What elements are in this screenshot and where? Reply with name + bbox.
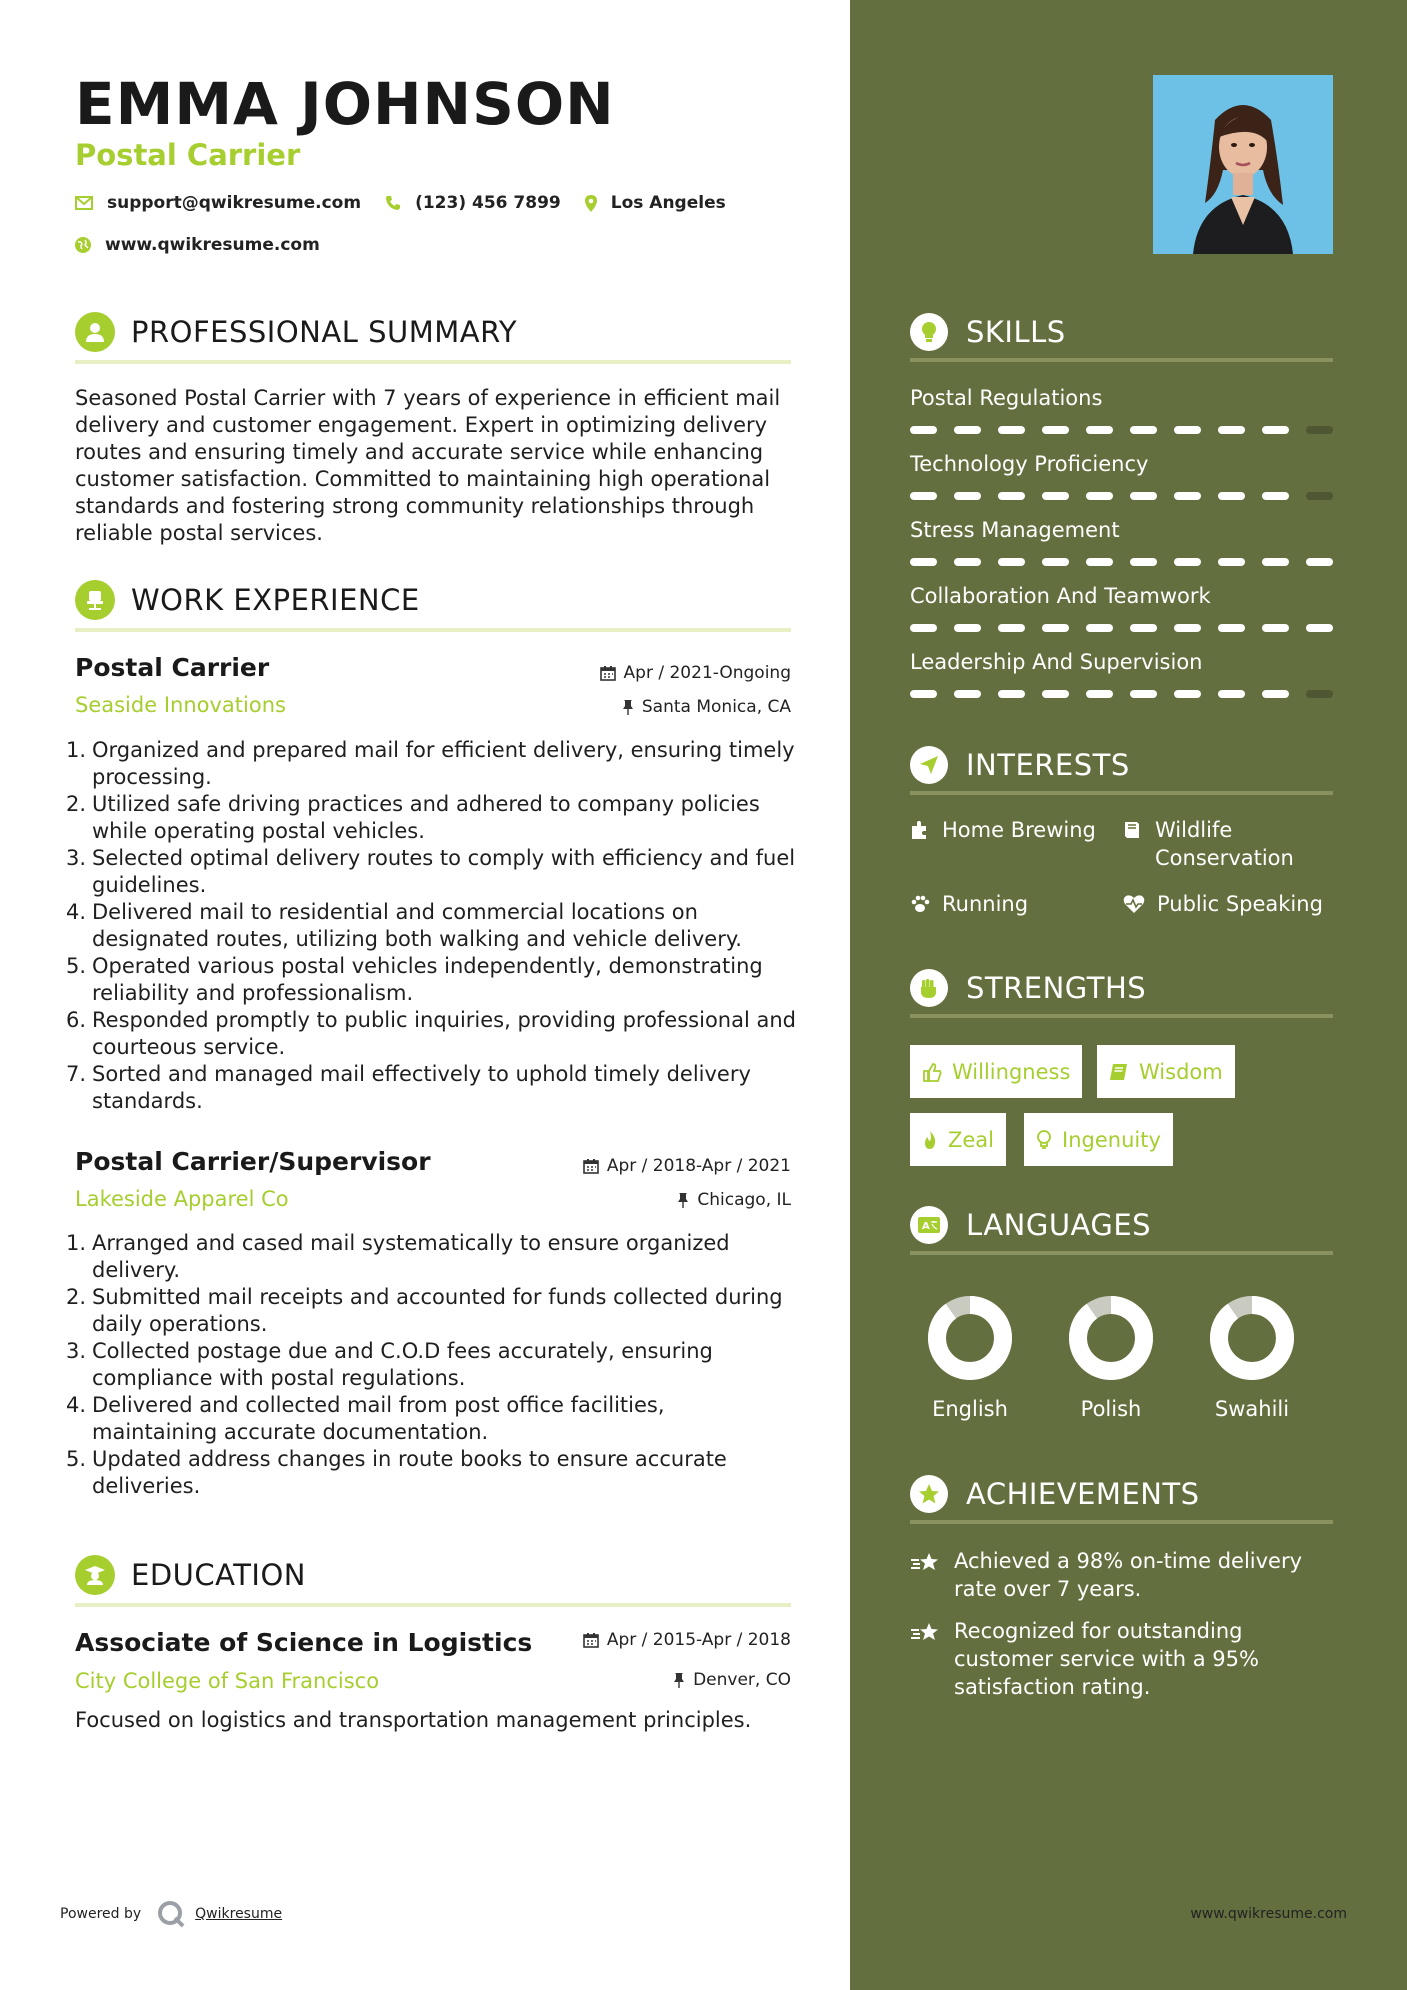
skill-segment — [998, 426, 1025, 434]
svg-text:A: A — [922, 1221, 930, 1232]
heartbeat-icon — [1123, 894, 1145, 914]
job-company: Seaside Innovations — [75, 693, 286, 717]
duty-number: 2. — [66, 792, 87, 816]
email-text: support@qwikresume.com — [107, 193, 362, 213]
language-donut — [1197, 1293, 1307, 1383]
candidate-name: EMMA JOHNSON — [75, 70, 615, 138]
skill-segment — [1218, 558, 1245, 566]
skill-segment — [1086, 690, 1113, 698]
duty-item — [66, 1230, 796, 1284]
qwikresume-link[interactable]: Qwikresume — [195, 1906, 283, 1922]
duty-number: 7. — [66, 1062, 87, 1086]
duty-number: 3. — [66, 1339, 87, 1363]
skill-segment — [1218, 624, 1245, 632]
summary-text: Seasoned Postal Carrier with 7 years of experience in efficient mail delivery and customer engagement. Expert in optimizing delivery routes and ensuring timely and accurate service while enhancing customer satisfaction. Committed to maintaining high operational standards and fostering strong community relationships through reliable postal services. — [75, 386, 781, 545]
language-label: English — [932, 1397, 1008, 1421]
duty-number: 6. — [66, 1008, 87, 1032]
contact-row — [75, 193, 750, 213]
skill-segment — [1042, 690, 1069, 698]
pushpin-icon — [673, 1672, 685, 1688]
duty-text: Submitted mail receipts and accounted for funds collected during daily operations. — [92, 1285, 783, 1336]
paw-icon — [910, 894, 930, 914]
interest-label: Public Speaking — [1157, 892, 1323, 916]
duty-item — [66, 845, 796, 899]
envelope-icon — [75, 196, 93, 210]
powered-by-text: Powered by — [60, 1906, 142, 1922]
achievements-heading — [910, 1474, 1333, 1524]
paper-plane-icon — [910, 746, 948, 784]
strength-badge — [910, 1113, 1006, 1166]
skills-title: SKILLS — [966, 315, 1066, 349]
interests-title: INTERESTS — [966, 748, 1130, 782]
skill-level-bar — [910, 558, 1333, 566]
experience-heading — [75, 580, 791, 632]
duty-text: Responded promptly to public inquiries, providing professional and courteous service. — [92, 1008, 796, 1059]
skill-segment — [1306, 426, 1333, 434]
skill-name: Postal Regulations — [910, 386, 1103, 410]
education-location-text: Denver, CO — [693, 1670, 791, 1690]
skill-segment — [1174, 492, 1201, 500]
duty-text: Delivered mail to residential and commercial locations on designated routes, utilizing both walking and vehicle delivery. — [92, 900, 742, 951]
duty-number: 1. — [66, 1231, 87, 1255]
skill-name: Leadership And Supervision — [910, 650, 1203, 674]
education-dates — [583, 1630, 791, 1650]
skill-segment — [1174, 426, 1201, 434]
interests-heading — [910, 745, 1333, 795]
skill-segment — [1218, 426, 1245, 434]
office-chair-icon — [75, 580, 115, 620]
contact-website[interactable] — [75, 235, 320, 255]
skill-segment — [954, 558, 981, 566]
duty-item — [66, 1284, 796, 1338]
achievement-text: Recognized for outstanding customer service with a 95% satisfaction rating. — [954, 1619, 1259, 1699]
phone-text: (123) 456 7899 — [415, 193, 561, 213]
language-donut — [915, 1293, 1025, 1383]
job-dates — [600, 663, 791, 683]
fist-icon — [910, 969, 948, 1007]
duty-text: Sorted and managed mail effectively to uphold timely delivery standards. — [92, 1062, 751, 1113]
language-donut — [1056, 1293, 1166, 1383]
skill-segment — [1086, 426, 1113, 434]
footer-site: www.qwikresume.com — [1190, 1906, 1347, 1922]
skill-level-bar — [910, 690, 1333, 698]
education-dates-text: Apr / 2015-Apr / 2018 — [606, 1630, 791, 1650]
language-label: Swahili — [1214, 1397, 1290, 1421]
globe-icon — [75, 237, 91, 253]
donut-fill — [1219, 1305, 1285, 1371]
interest-label: Running — [942, 892, 1029, 916]
skill-level-bar — [910, 624, 1333, 632]
skill-segment — [1262, 492, 1289, 500]
shooting-star-icon — [910, 1551, 940, 1575]
strengths-title: STRENGTHS — [966, 971, 1147, 1005]
strength-badge — [910, 1045, 1082, 1098]
duty-item — [66, 791, 796, 845]
job-title: Postal Carrier — [75, 653, 270, 682]
interest-item — [910, 890, 1028, 918]
strength-badge — [1097, 1045, 1235, 1098]
skill-level-bar — [910, 426, 1333, 434]
duty-item — [66, 1061, 796, 1115]
skill-segment — [1262, 426, 1289, 434]
strength-label: Willingness — [952, 1059, 1071, 1084]
job-location — [622, 697, 791, 717]
skill-segment — [954, 690, 981, 698]
thumbs-up-icon — [922, 1062, 942, 1082]
puzzle-icon — [910, 820, 930, 840]
candidate-title: Postal Carrier — [75, 138, 301, 172]
skill-segment — [1042, 624, 1069, 632]
lightbulb-icon — [1036, 1130, 1052, 1150]
skill-segment — [1306, 492, 1333, 500]
job-company: Lakeside Apparel Co — [75, 1187, 289, 1211]
duty-number: 4. — [66, 1393, 87, 1417]
website-text: www.qwikresume.com — [105, 235, 320, 255]
duty-item — [66, 953, 796, 1007]
duty-text: Arranged and cased mail systematically to ensure organized delivery. — [92, 1231, 730, 1282]
summary-heading — [75, 312, 791, 364]
duty-number: 1. — [66, 738, 87, 762]
strength-label: Wisdom — [1139, 1059, 1223, 1084]
education-description: Focused on logistics and transportation management principles. — [75, 1708, 752, 1732]
job-dates-text: Apr / 2018-Apr / 2021 — [606, 1156, 791, 1176]
job-location-text: Chicago, IL — [697, 1190, 791, 1210]
language-item — [1197, 1293, 1307, 1421]
school-name: City College of San Francisco — [75, 1669, 380, 1693]
job-dates-text: Apr / 2021-Ongoing — [623, 663, 791, 683]
calendar-icon — [583, 1158, 599, 1174]
achievement-text: Achieved a 98% on-time delivery rate over 7 years. — [954, 1549, 1303, 1601]
skill-segment — [1218, 492, 1245, 500]
skill-segment — [998, 558, 1025, 566]
donut-fill — [937, 1305, 1003, 1371]
skill-segment — [954, 426, 981, 434]
skill-segment — [1306, 690, 1333, 698]
duty-item — [66, 737, 796, 791]
phone-icon — [385, 195, 401, 211]
skill-segment — [1130, 624, 1157, 632]
contact-row-2 — [75, 235, 344, 255]
skill-segment — [1042, 426, 1069, 434]
skills-heading — [910, 312, 1333, 362]
skill-segment — [1130, 426, 1157, 434]
duty-text: Operated various postal vehicles independently, demonstrating reliability and professionalism. — [92, 954, 763, 1005]
skill-segment — [910, 492, 937, 500]
language-icon — [910, 1206, 948, 1244]
language-label: Polish — [1080, 1397, 1142, 1421]
job-duties-list — [66, 737, 796, 1115]
achievement-item — [910, 1547, 1333, 1603]
skill-segment — [1174, 558, 1201, 566]
calendar-icon — [583, 1632, 599, 1648]
skill-segment — [1218, 690, 1245, 698]
duty-text: Utilized safe driving practices and adhered to company policies while operating postal vehicles. — [92, 792, 760, 843]
interest-item — [1123, 816, 1323, 872]
skill-segment — [1262, 558, 1289, 566]
duty-item — [66, 1007, 796, 1061]
languages-heading — [910, 1205, 1333, 1255]
interest-label: Home Brewing — [942, 818, 1096, 842]
achievements-title: ACHIEVEMENTS — [966, 1477, 1200, 1511]
strength-label: Ingenuity — [1062, 1127, 1161, 1152]
skill-segment — [910, 558, 937, 566]
language-item — [915, 1293, 1025, 1421]
book-icon — [1123, 820, 1143, 840]
lightbulb-icon — [910, 313, 948, 351]
interest-item — [1123, 890, 1323, 918]
skill-segment — [1042, 558, 1069, 566]
skill-segment — [1262, 690, 1289, 698]
pushpin-icon — [677, 1192, 689, 1208]
strength-badge — [1024, 1113, 1173, 1166]
skill-segment — [998, 690, 1025, 698]
pushpin-icon — [622, 699, 634, 715]
duty-text: Organized and prepared mail for efficient delivery, ensuring timely processing. — [92, 738, 795, 789]
flame-icon — [922, 1130, 938, 1150]
calendar-icon — [600, 665, 616, 681]
language-item — [1056, 1293, 1166, 1421]
interest-item — [910, 816, 1096, 844]
duty-text: Updated address changes in route books to ensure accurate deliveries. — [92, 1447, 727, 1498]
experience-title: WORK EXPERIENCE — [131, 583, 420, 617]
skill-segment — [998, 492, 1025, 500]
shooting-star-icon — [910, 1621, 940, 1645]
duty-item — [66, 1338, 796, 1392]
skill-segment — [1174, 624, 1201, 632]
job-location — [677, 1190, 791, 1210]
skill-segment — [954, 492, 981, 500]
skill-segment — [998, 624, 1025, 632]
skill-level-bar — [910, 492, 1333, 500]
education-title: EDUCATION — [131, 1558, 307, 1592]
languages-title: LANGUAGES — [966, 1208, 1152, 1242]
job-location-text: Santa Monica, CA — [641, 697, 791, 717]
skill-segment — [1174, 690, 1201, 698]
duty-item — [66, 1446, 796, 1500]
user-icon — [75, 312, 115, 352]
skill-segment — [1086, 492, 1113, 500]
book-icon — [1109, 1063, 1129, 1081]
strengths-heading — [910, 968, 1333, 1018]
duty-text: Collected postage due and C.O.D fees accurately, ensuring compliance with postal regulations. — [92, 1339, 713, 1390]
contact-phone[interactable] — [385, 193, 561, 213]
education-location — [673, 1670, 791, 1690]
duty-item — [66, 1392, 796, 1446]
duty-number: 5. — [66, 954, 87, 978]
skill-segment — [910, 426, 937, 434]
interest-label: Wildlife Conservation — [1155, 818, 1294, 870]
star-icon — [910, 1475, 948, 1513]
skill-name: Technology Proficiency — [910, 452, 1149, 476]
duty-number: 5. — [66, 1447, 87, 1471]
duty-number: 4. — [66, 900, 87, 924]
location-text: Los Angeles — [610, 193, 726, 213]
skill-segment — [1042, 492, 1069, 500]
duty-text: Delivered and collected mail from post office facilities, maintaining accurate documentation. — [92, 1393, 665, 1444]
footer-powered — [60, 1900, 282, 1928]
education-heading — [75, 1555, 791, 1607]
skill-segment — [1130, 558, 1157, 566]
qwikresume-logo-icon — [157, 1900, 185, 1928]
map-marker-icon — [585, 195, 597, 212]
job-dates — [583, 1156, 791, 1176]
duty-number: 3. — [66, 846, 87, 870]
skill-segment — [954, 624, 981, 632]
donut-fill — [1078, 1305, 1144, 1371]
graduate-icon — [75, 1555, 115, 1595]
skill-segment — [910, 624, 937, 632]
contact-location — [585, 193, 726, 213]
summary-title: PROFESSIONAL SUMMARY — [131, 315, 518, 349]
duty-number: 2. — [66, 1285, 87, 1309]
degree-title: Associate of Science in Logistics — [75, 1628, 533, 1657]
skill-segment — [1086, 624, 1113, 632]
skill-name: Collaboration And Teamwork — [910, 584, 1211, 608]
skill-segment — [1130, 690, 1157, 698]
job-title: Postal Carrier/Supervisor — [75, 1147, 431, 1176]
achievement-item — [910, 1617, 1333, 1701]
duty-item — [66, 899, 796, 953]
profile-photo — [1153, 75, 1333, 254]
skill-segment — [910, 690, 937, 698]
skill-segment — [1306, 558, 1333, 566]
skill-segment — [1306, 624, 1333, 632]
strength-label: Zeal — [948, 1127, 995, 1152]
skill-segment — [1086, 558, 1113, 566]
job-duties-list — [66, 1230, 796, 1500]
skill-segment — [1130, 492, 1157, 500]
contact-email[interactable] — [75, 193, 361, 213]
skill-name: Stress Management — [910, 518, 1120, 542]
skill-segment — [1262, 624, 1289, 632]
duty-text: Selected optimal delivery routes to comply with efficiency and fuel guidelines. — [92, 846, 796, 897]
